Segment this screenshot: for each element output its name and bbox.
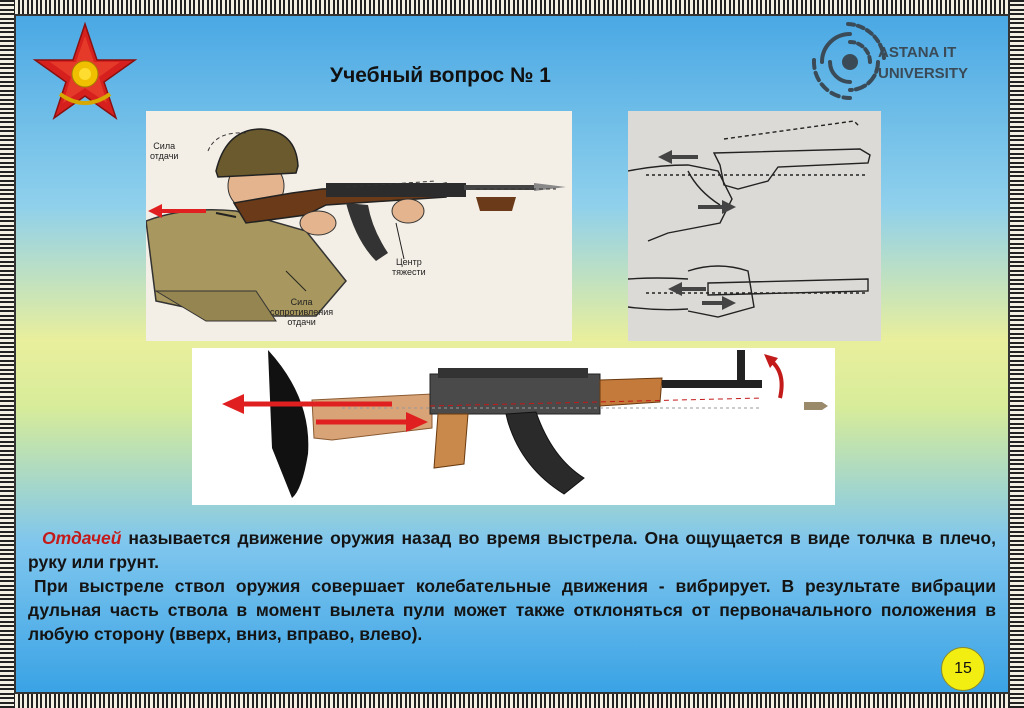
rifle-illustration xyxy=(192,348,835,505)
figure-soldier-recoil xyxy=(146,111,572,341)
paragraph-vibration: При выстреле ствол оружия совершает колебательные движения - вибрирует. В результате вибрации дульная часть ствола в момент вылета пули может также отклоняться от первоначального положения в любую сторону (вверх, вниз, вправо, влево). xyxy=(28,576,996,644)
page-number-badge: 15 xyxy=(941,647,985,691)
definition-rest: называется движение оружия назад во время выстрела. Она ощущается в виде толчка в плечо, руку или грунт. xyxy=(28,528,996,572)
label-recoil-force: Сила отдачи xyxy=(150,141,179,161)
lesson-text xyxy=(28,526,996,646)
pistol-sketch xyxy=(628,111,881,341)
label-resistance-force: Сила сопротивления отдачи xyxy=(270,297,334,327)
figure-rifle-vibration xyxy=(192,348,835,505)
figure-pistol-recoil xyxy=(628,111,881,341)
logo-text xyxy=(878,42,968,84)
border-left xyxy=(0,0,14,708)
label-center-of-gravity: Центр тяжести xyxy=(392,257,426,277)
soldier-illustration xyxy=(146,111,572,341)
red-star-emblem-icon xyxy=(30,22,140,122)
border-bottom xyxy=(0,694,1024,708)
paragraph-definition xyxy=(28,526,996,574)
logo-line2: UNIVERSITY xyxy=(878,65,969,82)
term-recoil: Отдачей xyxy=(42,528,122,548)
border-top xyxy=(0,0,1024,14)
slide-title: Учебный вопрос № 1 xyxy=(330,64,551,87)
border-right xyxy=(1010,0,1024,708)
logo-line1: ASTANA IT xyxy=(878,44,957,61)
